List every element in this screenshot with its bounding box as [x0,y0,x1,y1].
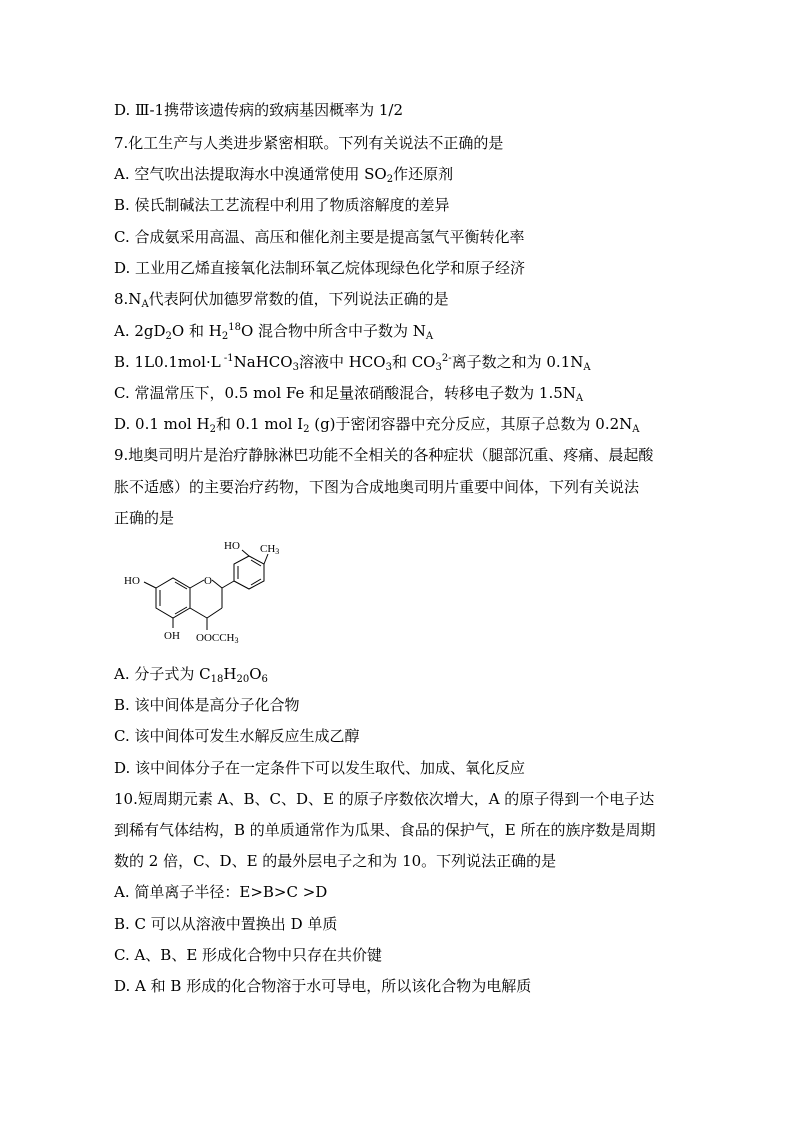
q7-c-text: C. 合成氨采用高温、高压和催化剂主要是提高氢气平衡转化率 [114,228,525,246]
q8-b-sup2: 2- [441,353,452,364]
q10-b-text: B. C 可以从溶液中置换出 D 单质 [114,915,338,933]
q7-a-sub: 2 [386,174,394,185]
q8-stem-text-end: 代表阿伏加德罗常数的值，下列说法正确的是 [148,290,449,308]
q9-d-text: D. 该中间体分子在一定条件下可以发生取代、加成、氧化反应 [114,759,526,777]
q10-option-c [114,945,694,965]
q8-b-sub1: 3 [292,362,299,373]
q8-b-sup1: -1 [220,353,234,364]
q9-option-a [114,664,694,684]
q9-b-text: B. 该中间体是高分子化合物 [114,696,300,714]
q9-stem-text2: 胀不适感）的主要治疗药物，下图为合成地奥司明片重要中间体，下列有关说法 [114,478,640,496]
struct-o-ring: O [204,575,212,587]
q8-b-part2: NaHCO [233,353,293,371]
q10-option-a [114,882,694,902]
q8-b-part5: 离子数之和为 0.1N [451,353,584,371]
q7-stem-text: 7.化工生产与人类进步紧密相联。下列有关说法不正确的是 [114,134,504,152]
q8-b-sub2: 3 [385,362,392,373]
struct-ho-left: HO [124,575,140,587]
q9-stem-line3 [114,508,694,528]
q9-a-part2: H [223,665,237,683]
q8-c-sub: A [575,393,584,404]
q9-a-sub2: 20 [236,674,250,685]
q7-b-text: B. 侯氏制碱法工艺流程中利用了物质溶解度的差异 [114,196,450,214]
q6-option-d [114,100,694,120]
q10-a-text: A. 简单离子半径：E>B>C >D [114,883,328,901]
q9-a-sub1: 18 [210,674,224,685]
q9-stem-text1: 9.地奥司明片是治疗静脉淋巴功能不全相关的各种症状（腿部沉重、疼痛、晨起酸 [114,446,654,464]
q9-option-c [114,726,694,746]
q6-option-d-text: D. Ⅲ-1携带该遗传病的致病基因概率为 1/2 [114,101,404,119]
q8-stem-sub: A [141,299,149,310]
q10-stem-line1 [114,789,694,809]
q9-stem-line1 [114,445,694,465]
q8-d-part2: 和 0.1 mol I [215,415,304,433]
q9-chemical-structure [120,538,280,646]
q7-a-text-end: 作还原剂 [393,165,454,183]
q8-d-sub1: 2 [209,424,216,435]
q10-stem-text1: 10.短周期元素 A、B、C、D、E 的原子序数依次增大，A 的原子得到一个电子达 [114,790,655,808]
q7-option-c [114,227,694,247]
q10-c-text: C. A、B、E 形成化合物中只存在共价键 [114,946,383,964]
q8-d-part3: (g)于密闭容器中充分反应，其原子总数为 0.2N [309,415,633,433]
q8-option-b [114,352,694,372]
struct-ester: OOCCH3 [196,632,239,645]
q8-d-part1: D. 0.1 mol H [114,415,210,433]
q8-a-sup: 18 [228,322,241,333]
q8-b-part1: B. 1L0.1mol·L [114,353,221,371]
q9-a-part3: O [249,665,262,683]
struct-ho-top: HO [224,540,240,552]
q9-stem-line2 [114,477,694,497]
q8-b-sub3: 3 [435,362,442,373]
q8-b-part4: 和 CO [391,353,436,371]
q9-a-part1: A. 分子式为 C [114,665,211,683]
q8-option-d [114,414,694,434]
q9-c-text: C. 该中间体可发生水解反应生成乙醇 [114,727,360,745]
q10-stem-line2 [114,820,694,840]
struct-ch3: CH3 [260,543,280,556]
struct-oh-bottom: OH [164,630,180,642]
q8-a-part1: A. 2gD [114,322,166,340]
q8-stem [114,289,694,309]
q8-c-text: C. 常温常压下，0.5 mol Fe 和足量浓硝酸混合，转移电子数为 1.5N [114,384,576,402]
q8-option-c [114,383,694,403]
q8-option-a [114,321,694,341]
q7-option-b [114,195,694,215]
q7-a-text: A. 空气吹出法提取海水中溴通常使用 SO [114,165,387,183]
q10-stem-text2: 到稀有气体结构，B 的单质通常作为瓜果、食品的保护气，E 所在的族序数是周期 [114,821,656,839]
q7-stem [114,133,694,153]
q8-a-sub3: A [425,331,434,342]
q7-option-a [114,164,694,184]
q10-stem-line3 [114,851,694,871]
q9-a-sub3: 6 [261,674,268,685]
q8-a-part3: O 混合物中所含中子数为 N [240,322,426,340]
q8-d-sub3: A [632,424,640,435]
q8-b-sub4: A [583,362,591,373]
q8-a-sub1: 2 [165,331,172,342]
q9-option-d [114,758,694,778]
q7-option-d [114,258,694,278]
q8-a-sub2: 2 [221,331,229,342]
q10-option-d [114,976,694,996]
q9-option-b [114,695,694,715]
q8-d-sub2: 2 [303,424,310,435]
structure-bonds [144,550,268,630]
q10-d-text: D. A 和 B 形成的化合物溶于水可导电，所以该化合物为电解质 [114,977,532,995]
q7-d-text: D. 工业用乙烯直接氧化法制环氧乙烷体现绿色化学和原子经济 [114,259,526,277]
q10-option-b [114,914,694,934]
q8-b-part3: 溶液中 HCO [298,353,386,371]
q10-stem-text3: 数的 2 倍，C、D、E 的最外层电子之和为 10。下列说法正确的是 [114,852,557,870]
q8-a-part2: O 和 H [171,322,222,340]
q8-stem-text: 8.N [114,290,142,308]
q9-stem-text3: 正确的是 [114,509,175,527]
structure-labels [124,540,279,645]
